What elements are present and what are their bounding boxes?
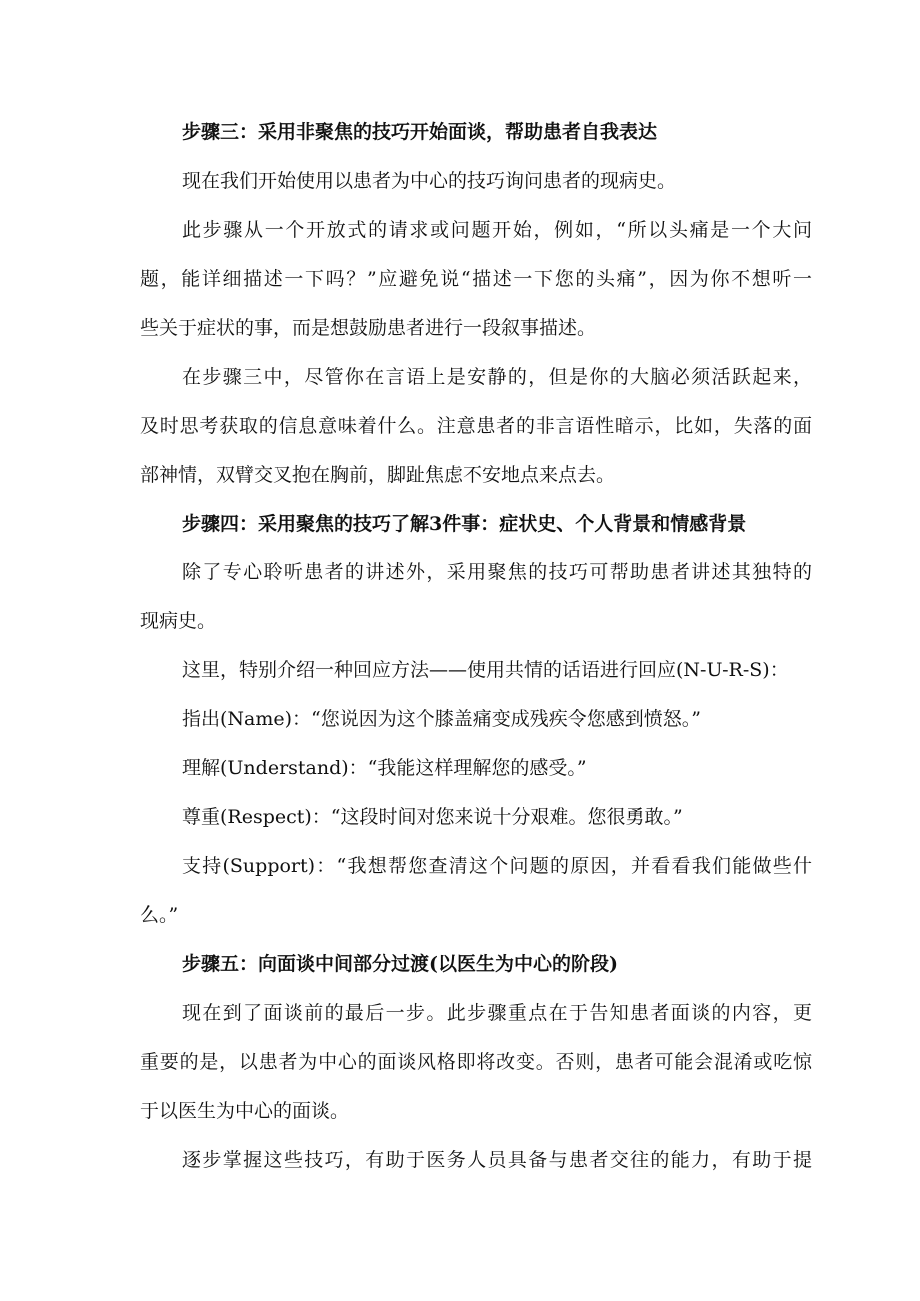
paragraph-line: 及时思考获取的信息意味着什么。注意患者的非言语性暗示，比如，失落的面 — [140, 415, 812, 437]
paragraph-line: 重要的是，以患者为中心的面谈风格即将改变。否则，患者可能会混淆或吃惊 — [140, 1051, 812, 1073]
nurs-understand-line: 理解(Understand)：“我能这样理解您的感受。” — [182, 757, 587, 779]
paragraph-line: 逐步掌握这些技巧，有助于医务人员具备与患者交往的能力，有助于提 — [182, 1149, 812, 1171]
paragraph-line: 现在我们开始使用以患者为中心的技巧询问患者的现病史。 — [182, 170, 677, 192]
paragraph-line: 现在到了面谈前的最后一步。此步骤重点在于告知患者面谈的内容，更 — [182, 1002, 812, 1024]
heading-step-3: 步骤三：采用非聚焦的技巧开始面谈，帮助患者自我表达 — [182, 121, 658, 143]
nurs-support-line: 支持(Support)：“我想帮您查清这个问题的原因，并看看我们能做些什 — [182, 855, 812, 877]
paragraph-line: 在步骤三中，尽管你在言语上是安静的，但是你的大脑必须活跃起来， — [182, 366, 812, 388]
paragraph-line: 于以医生为中心的面谈。 — [140, 1100, 350, 1122]
paragraph-line: 现病史。 — [140, 610, 217, 632]
paragraph-line: 这里，特别介绍一种回应方法——使用共情的话语进行回应(N-U-R-S)： — [182, 659, 789, 681]
paragraph-line: 此步骤从一个开放式的请求或问题开始，例如，“所以头痛是一个大问 — [182, 219, 812, 241]
nurs-respect-line: 尊重(Respect)：“这段时间对您来说十分艰难。您很勇敢。” — [182, 806, 683, 828]
paragraph-line: 题，能详细描述一下吗？”应避免说“描述一下您的头痛”，因为你不想听一 — [140, 268, 812, 290]
paragraph-line: 部神情，双臂交叉抱在胸前，脚趾焦虑不安地点来点去。 — [140, 464, 616, 486]
paragraph-line: 些关于症状的事，而是想鼓励患者进行一段叙事描述。 — [140, 317, 597, 339]
paragraph-line: 么。” — [140, 904, 179, 926]
heading-step-5: 步骤五：向面谈中间部分过渡(以医生为中心的阶段) — [182, 953, 618, 975]
heading-step-4: 步骤四：采用聚焦的技巧了解3件事：症状史、个人背景和情感背景 — [182, 513, 747, 535]
nurs-name-line: 指出(Name)：“您说因为这个膝盖痛变成残疾令您感到愤怒。” — [182, 708, 701, 730]
paragraph-line: 除了专心聆听患者的讲述外，采用聚焦的技巧可帮助患者讲述其独特的 — [182, 561, 812, 583]
